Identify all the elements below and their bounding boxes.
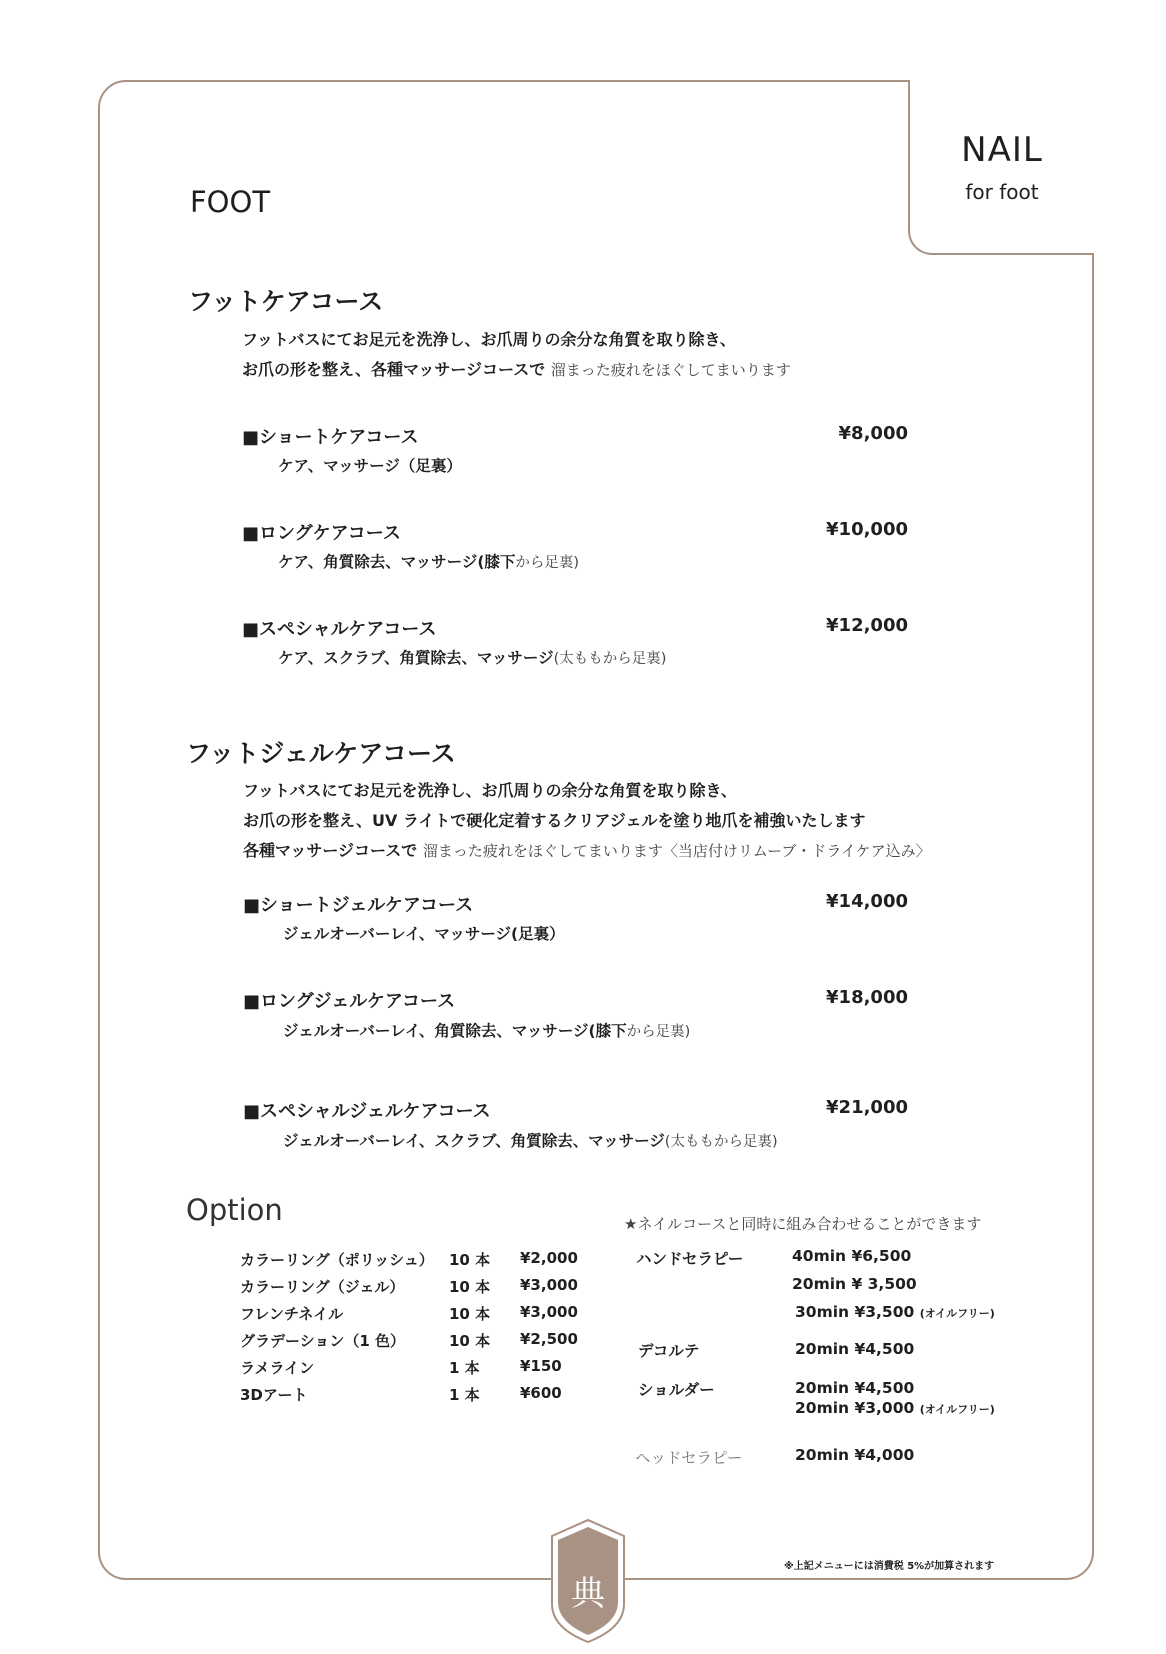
course-detail-bold: ジェルオーバーレイ、角質除去、マッサージ(膝下 [283, 1022, 627, 1040]
nail-tab [908, 80, 1094, 255]
foot-gel-title: フットジェルケアコース [186, 739, 456, 768]
page-title: FOOT [190, 185, 271, 219]
foot-gel-desc-3-light: 溜まった疲れをほぐしてまいります〈当店付けリムーブ・ドライケア込み〉 [422, 842, 931, 860]
foot-care-desc-2-light: 溜まった疲れをほぐしてまいります [550, 361, 791, 379]
decollete-label: デコルテ [638, 1342, 700, 1360]
shield-emblem-icon [548, 1516, 628, 1646]
option-name: ラメライン [240, 1359, 315, 1377]
course-detail-bold: ジェルオーバーレイ、マッサージ(足裏） [283, 925, 565, 943]
combo-note: ★ネイルコースと同時に組み合わせることができます [624, 1215, 982, 1233]
course-name: ■ロングケアコース [242, 523, 401, 544]
course-name: ■ショートケアコース [242, 427, 419, 448]
option-name: カラーリング（ジェル） [240, 1278, 405, 1296]
foot-gel-desc-1: フットバスにてお足元を洗浄し、お爪周りの余分な角質を取り除き、 [243, 781, 737, 800]
course-detail [278, 550, 579, 572]
hand-therapy-price-value: 30min ¥3,500 [795, 1303, 915, 1321]
hand-therapy-price [795, 1303, 995, 1321]
course-detail [278, 454, 462, 476]
course-name: ■ショートジェルケアコース [243, 895, 474, 916]
hand-therapy-price: 40min ¥6,500 [792, 1247, 912, 1265]
foot-gel-desc-3 [243, 838, 931, 861]
option-title: Option [186, 1193, 283, 1227]
course-name: ■ロングジェルケアコース [243, 991, 456, 1012]
tab-subtitle: for foot [965, 180, 1039, 204]
foot-care-title: フットケアコース [188, 287, 384, 316]
option-name: 3Dアート [240, 1386, 308, 1404]
foot-gel-desc-2: お爪の形を整え、UV ライトで硬化定着するクリアジェルを塗り地爪を補強いたします [243, 811, 866, 830]
course-detail [283, 922, 565, 944]
option-name: グラデーション（1 色） [240, 1332, 406, 1350]
hand-therapy-price: 20min ¥ 3,500 [792, 1275, 917, 1293]
option-price: ¥3,000 [520, 1276, 578, 1294]
emblem-glyph: 典 [571, 1574, 605, 1614]
head-therapy-price: 20min ¥4,000 [795, 1446, 915, 1464]
course-detail [283, 1129, 778, 1151]
option-qty: 10 本 [449, 1332, 491, 1350]
course-price: ¥12,000 [826, 615, 908, 636]
option-price: ¥2,500 [520, 1330, 578, 1348]
option-qty: 1 本 [449, 1359, 480, 1377]
foot-care-desc-2-bold: お爪の形を整え、各種マッサージコースで [242, 360, 546, 379]
foot-gel-desc-3-bold: 各種マッサージコースで [243, 841, 418, 860]
oil-free-note: (オイルフリー) [919, 1307, 995, 1320]
decollete-price: 20min ¥4,500 [795, 1340, 915, 1358]
foot-care-desc-1: フットバスにてお足元を洗浄し、お爪周りの余分な角質を取り除き、 [242, 330, 736, 349]
course-price: ¥18,000 [826, 987, 908, 1008]
shoulder-price: 20min ¥4,500 [795, 1379, 915, 1397]
option-price: ¥150 [520, 1357, 562, 1375]
option-price: ¥2,000 [520, 1249, 578, 1267]
course-detail [283, 1019, 690, 1041]
course-price: ¥14,000 [826, 891, 908, 912]
option-qty: 1 本 [449, 1386, 480, 1404]
option-qty: 10 本 [449, 1251, 491, 1269]
shoulder-price-value: 20min ¥3,000 [795, 1399, 915, 1417]
head-therapy-label: ヘッドセラピー [635, 1449, 743, 1467]
course-detail-bold: ケア、角質除去、マッサージ(膝下 [278, 553, 516, 571]
hand-therapy-label: ハンドセラピー [636, 1250, 744, 1268]
course-detail [278, 646, 666, 668]
course-detail-light: (太ももから足裏) [664, 1134, 778, 1150]
course-detail-light: から足裏) [626, 1024, 691, 1040]
option-name: カラーリング（ポリッシュ） [240, 1251, 434, 1269]
course-detail-light: (太ももから足裏) [553, 651, 667, 667]
tax-note: ※上記メニューには消費税 5%が加算されます [784, 1561, 995, 1572]
course-detail-light: から足裏) [515, 555, 580, 571]
tab-title: NAIL [961, 130, 1043, 170]
option-price: ¥3,000 [520, 1303, 578, 1321]
oil-free-note: (オイルフリー) [919, 1403, 995, 1416]
shoulder-label: ショルダー [638, 1381, 715, 1399]
option-name: フレンチネイル [240, 1305, 344, 1323]
course-price: ¥8,000 [838, 423, 908, 444]
course-price: ¥10,000 [826, 519, 908, 540]
course-detail-bold: ケア、スクラブ、角質除去、マッサージ [278, 649, 554, 667]
option-qty: 10 本 [449, 1278, 491, 1296]
shoulder-price [795, 1399, 995, 1417]
course-detail-bold: ケア、マッサージ（足裏） [278, 457, 462, 475]
option-price: ¥600 [520, 1384, 562, 1402]
course-name: ■スペシャルケアコース [242, 619, 437, 640]
option-qty: 10 本 [449, 1305, 491, 1323]
course-name: ■スペシャルジェルケアコース [243, 1101, 491, 1122]
foot-care-desc-2 [242, 357, 791, 380]
course-price: ¥21,000 [826, 1097, 908, 1118]
course-detail-bold: ジェルオーバーレイ、スクラブ、角質除去、マッサージ [283, 1132, 665, 1150]
